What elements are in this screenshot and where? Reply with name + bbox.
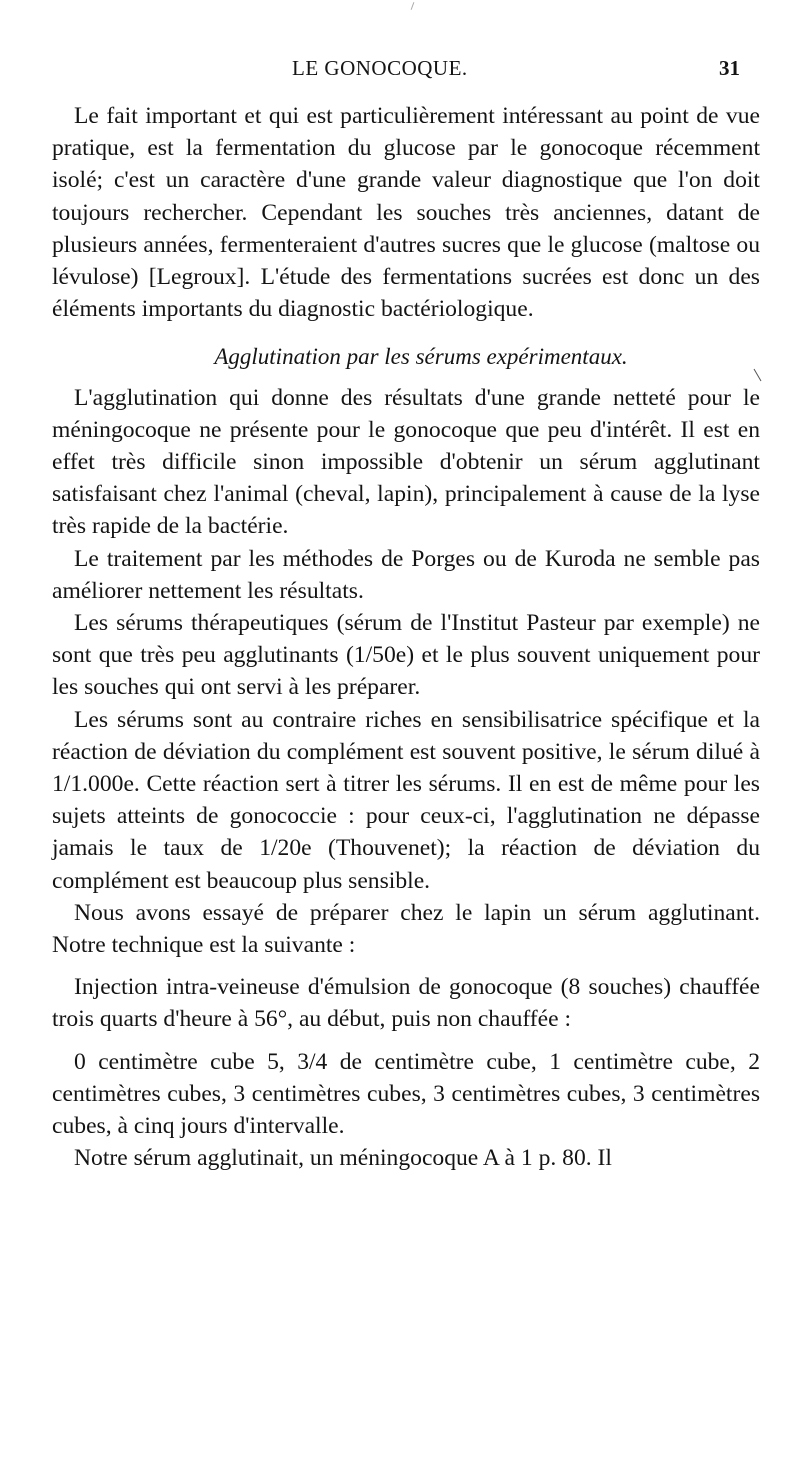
paragraph-serums-therapeutiques: Les sérums thérapeutiques (sérum de l'Institut Pasteur par exemple) ne sont que très peu agglutinants (1/50e) et le plus souvent uniquement pour les souches qui ont servi à les préparer. (52, 610, 760, 701)
paragraph-injection: Injection intra-veineuse d'émulsion de gonocoque (8 souches) chauffée trois quarts d'heure à 56°, au début, puis non chauffée : (52, 974, 760, 1033)
page-header (60, 56, 740, 86)
paragraph-agglutination: L'agglutination qui donne des résultats d'une grande netteté pour le méningocoque ne présente pour le gonocoque que peu d'intérêt. Il est en effet très difficile sinon impossible d'obtenir un sérum agglutinant satisfaisant chez l'animal (cheval, lapin), principalement à cause de la lyse très rapide de la bactérie. (52, 384, 760, 540)
paragraph-resultat: Notre sérum agglutinait, un méningocoque A à 1 p. 80. Il (74, 1145, 612, 1172)
stray-pen-mark (411, 2, 415, 10)
body-text (52, 100, 760, 1175)
paragraph-doses: 0 centimètre cube 5, 3/4 de centimètre cube, 1 centimètre cube, 2 centimètres cubes, 3 centimètres cubes, 3 centimètres cubes, 3 centimètres cubes, à cinq jours d'intervalle. (52, 1048, 760, 1140)
paragraph-serums-sensibilisatrice: Les sérums sont au contraire riches en sensibilisatrice spécifique et la réaction de déviation du complément est souvent positive, le sérum dilué à 1/1.000e. Cette réaction sert à titrer les sérums. Il en est de même pour les sujets atteints de gonococcie : pour ceux-ci, l'agglutination ne dépasse jamais le taux de 1/20e (Thouvenet); la réaction de déviation du complément est beaucoup plus sensible. (52, 706, 760, 894)
paragraph-traitement: Le traitement par les méthodes de Porges ou de Kuroda ne semble pas améliorer nettement les résultats. (52, 545, 760, 604)
paragraph-essai-lapin: Nous avons essayé de préparer chez le lapin un sérum agglutinant. Notre technique est la suivante : (52, 899, 760, 959)
paragraph-fermentation: Le fait important et qui est particulièrement intéressant au point de vue pratique, est la fermentation du glucose par le gonocoque récemment isolé; c'est un caractère d'une grande valeur diagnostique que l'on doit toujours rechercher. Cependant les souches très anciennes, datant de plusieurs années, fermenteraient d'autres sucres que le glucose (maltose ou lévulose) [Legroux]. L'étude des fermentations sucrées est donc un des éléments importants du diagnostic bactériologique. (52, 103, 760, 323)
page-number: 31 (719, 56, 740, 80)
section-heading: Agglutination par les sérums expérimentaux. (214, 344, 628, 370)
running-title: LE GONOCOQUE. (292, 56, 468, 80)
